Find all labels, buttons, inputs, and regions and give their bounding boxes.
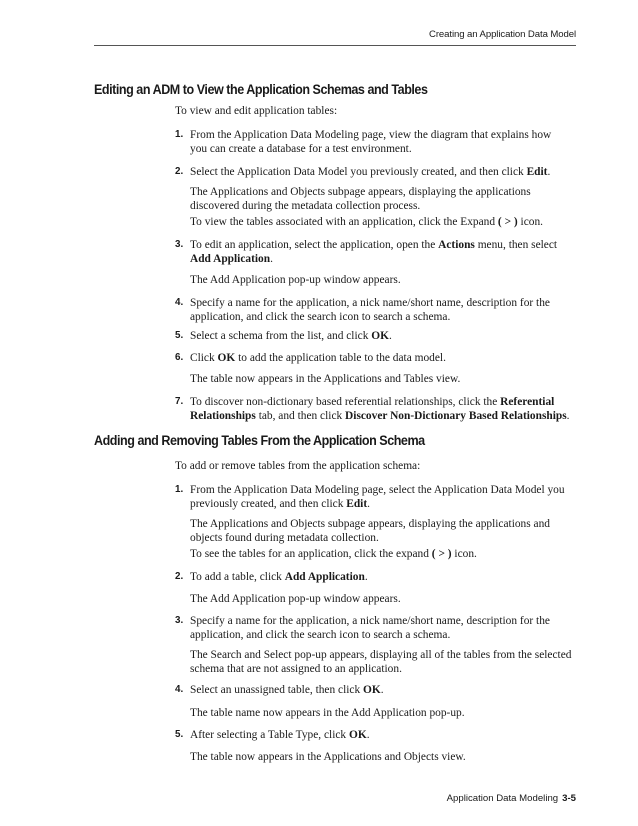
step-note: The Add Application pop-up window appears. — [190, 593, 401, 605]
step-item: 5. After selecting a Table Type, click OK. — [175, 729, 370, 741]
page-footer — [447, 793, 576, 804]
step-note: The table now appears in the Applications and Tables view. — [190, 373, 461, 385]
step-number: 3. — [175, 239, 184, 250]
footer-chapter: Application Data Modeling — [446, 793, 559, 804]
section-heading-editing-adm: Editing an ADM to View the Application Schemas and Tables — [94, 82, 428, 97]
step-note: The Add Application pop-up window appears. — [190, 274, 401, 286]
step-note: To see the tables for an application, click the expand ( > ) icon. — [190, 548, 477, 560]
step-number: 7. — [175, 396, 184, 407]
page-number: 3-5 — [562, 793, 576, 804]
step-number: 4. — [175, 297, 184, 308]
step-item: 4. Specify a name for the application, a nick name/short name, description for the application, and click the search icon to search a schema. — [175, 297, 550, 324]
header-rule — [94, 45, 576, 46]
step-item: 4. Select an unassigned table, then click OK. — [175, 684, 384, 696]
step-item: 3. Specify a name for the application, a nick name/short name, description for the application, and click the search icon to search a schema. — [175, 615, 550, 642]
step-number: 5. — [175, 729, 184, 740]
step-item: 1. From the Application Data Modeling page, view the diagram that explains how you can create a database for a test environment. — [175, 129, 552, 156]
step-number: 2. — [175, 166, 184, 177]
step-number: 2. — [175, 571, 184, 582]
step-number: 3. — [175, 615, 184, 626]
step-note: To view the tables associated with an application, click the Expand ( > ) icon. — [190, 216, 544, 228]
step-item: 5. Select a schema from the list, and click OK. — [175, 330, 392, 342]
step-item: 2. Select the Application Data Model you previously created, and then click Edit. — [175, 166, 551, 178]
section1-intro: To view and edit application tables: — [175, 105, 338, 117]
step-item: 6. Click OK to add the application table to the data model. — [175, 352, 446, 364]
step-number: 1. — [175, 129, 184, 140]
step-item: 7. To discover non-dictionary based referential relationships, click the Referential Relationships tab, and then click Discover Non-Dictionary Based Relationships. — [175, 396, 570, 423]
step-number: 6. — [175, 352, 184, 363]
step-item: 1. From the Application Data Modeling page, select the Application Data Model you previously created, and then click Edit. — [175, 484, 565, 511]
step-item: 2. To add a table, click Add Application. — [175, 571, 368, 583]
step-note: The Applications and Objects subpage appears, displaying the applications discovered during the metadata collection process. — [190, 186, 531, 213]
step-number: 1. — [175, 484, 184, 495]
section2-intro: To add or remove tables from the application schema: — [175, 460, 421, 472]
running-head: Creating an Application Data Model — [429, 29, 576, 40]
step-item: 3. To edit an application, select the application, open the Actions menu, then select Add Application. — [175, 239, 558, 266]
step-number: 5. — [175, 330, 184, 341]
step-note: The table name now appears in the Add Application pop-up. — [190, 707, 465, 719]
step-number: 4. — [175, 684, 184, 695]
step-note: The Applications and Objects subpage appears, displaying the applications and objects found during metadata collection. — [190, 518, 550, 545]
step-note: The Search and Select pop-up appears, displaying all of the tables from the selected schema that are not assigned to an application. — [190, 649, 572, 676]
section-heading-adding-removing-tables: Adding and Removing Tables From the Application Schema — [94, 433, 425, 448]
step-note: The table now appears in the Applications and Objects view. — [190, 751, 466, 763]
